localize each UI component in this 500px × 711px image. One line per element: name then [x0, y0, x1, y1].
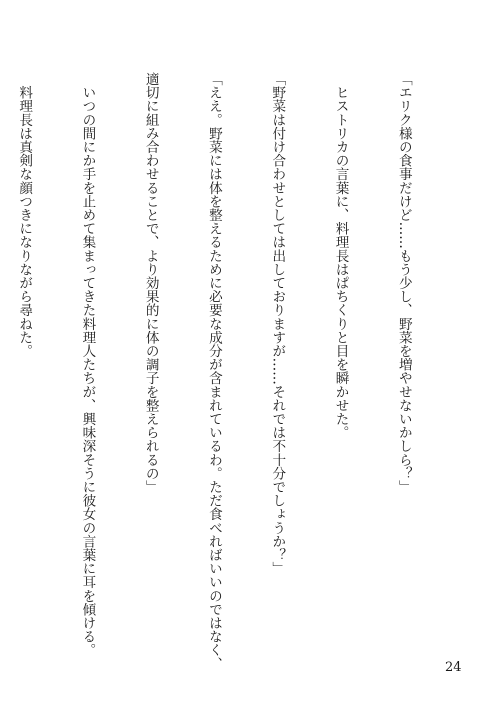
text-line: いつの間にか手を止めて集まってきた料理人たちが、興味深そうに彼女の言葉に耳を傾ける。 — [79, 72, 96, 657]
text-line: 料理長は真剣な顔つきになりながら尋ねた。 — [16, 72, 33, 358]
text-line: ヒストリカの言葉に、料理長はぱちくりと目を瞬かせた。 — [332, 72, 349, 440]
text-line: 「エリク様の食事だけど……もう少し、野菜を増やせないかしら？」 — [395, 72, 412, 494]
vertical-text-body — [0, 72, 456, 671]
text-line: 「ええ。野菜には体を整えるために必要な成分が含まれているわ。ただ食べればいいのではなく、 — [205, 72, 222, 671]
text-line: 「野菜は付け合わせとしては出しておりますが……それでは不十分でしょうか？」 — [269, 72, 286, 576]
page-number: 24 — [445, 660, 462, 675]
text-line: 適切に組み合わせることで、より効果的に体の調子を整えられるの」 — [142, 72, 159, 494]
